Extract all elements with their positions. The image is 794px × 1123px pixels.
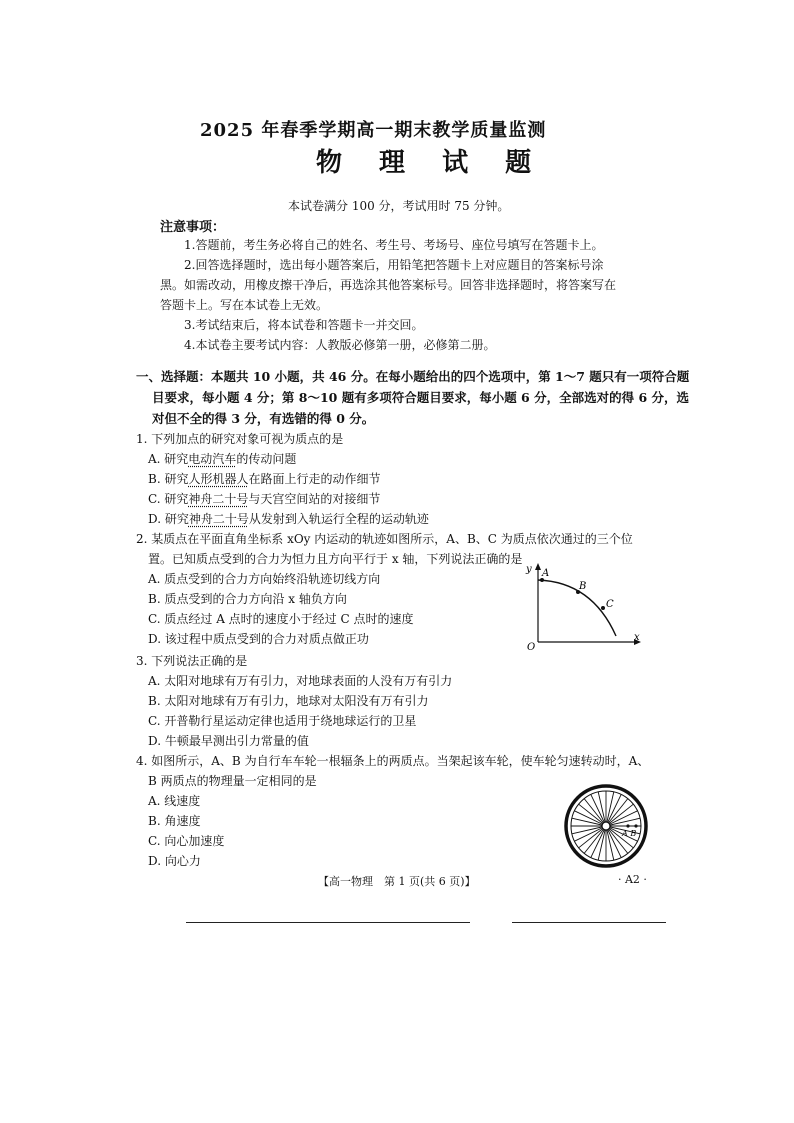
notice-line: 2.回答选择题时，选出每小题答案后，用铅笔把答题卡上对应题目的答案标号涂 [184, 258, 604, 272]
q1-stem: 1. 下列加点的研究对象可视为质点的是 [136, 432, 344, 446]
divider-left [186, 922, 470, 923]
q3-option-c: C. 开普勒行星运动定律也适用于绕地球运行的卫星 [148, 714, 417, 728]
option-text: A. 研究 [148, 452, 189, 466]
y-label: y [526, 564, 532, 575]
notice-heading: 注意事项： [160, 220, 226, 235]
q3-stem: 3. 下列说法正确的是 [136, 654, 248, 668]
point-a [626, 824, 629, 827]
q2-option-d: D. 该过程中质点受到的合力对质点做正功 [148, 632, 369, 646]
dotted-subject: 神舟二十号 [188, 512, 249, 526]
q3-option-b: B. 太阳对地球有万有引力，地球对太阳没有万有引力 [148, 694, 429, 708]
notice-line: 3.考试结束后，将本试卷和答题卡一并交回。 [184, 318, 424, 332]
y-axis-arrow [535, 563, 541, 570]
page-code: · A2 · [618, 873, 647, 886]
notice-line: 1.答题前，考生务必将自己的姓名、考生号、考场号、座位号填写在答题卡上。 [184, 238, 604, 252]
q4-option-a: A. 线速度 [148, 794, 201, 808]
trajectory-figure [522, 560, 646, 652]
dotted-subject: 电动汽车 [188, 452, 237, 466]
point-b-label: B [579, 581, 587, 592]
option-text: B. 研究 [148, 472, 189, 486]
option-text: 在路面上行走的动作细节 [248, 472, 381, 486]
q1-option-d [148, 510, 429, 527]
q1-option-b [148, 470, 380, 487]
q4-option-d: D. 向心力 [148, 854, 201, 868]
dotted-subject: 神舟二十号 [188, 492, 249, 506]
origin-label: O [527, 642, 536, 652]
q2-option-c: C. 质点经过 A 点时的速度小于经过 C 点时的速度 [148, 612, 414, 626]
exam-title: 2025 年春季学期高一期末教学质量监测 [200, 120, 547, 141]
q4-stem-cont: B 两质点的物理量一定相同的是 [148, 774, 317, 788]
q2-option-a: A. 质点受到的合力方向始终沿轨迹切线方向 [148, 572, 381, 586]
q2-stem-cont: 置。已知质点受到的合力为恒力且方向平行于 x 轴，下列说法正确的是 [148, 552, 523, 566]
q3-option-d: D. 牛顿最早测出引力常量的值 [148, 734, 309, 748]
q2-stem: 2. 某质点在平面直角坐标系 xOy 内运动的轨迹如图所示，A、B、C 为质点依次通过的三个位 [136, 532, 633, 546]
notice-line: 黑。如需改动，用橡皮擦干净后，再选涂其他答案标号。回答非选择题时，将答案写在 [160, 278, 617, 292]
notice-line: 4.本试卷主要考试内容：人教版必修第一册，必修第二册。 [184, 338, 496, 352]
q2-option-b: B. 质点受到的合力方向沿 x 轴负方向 [148, 592, 347, 606]
wheel-hub [602, 822, 610, 830]
divider-right [512, 922, 666, 923]
section-heading-line: 对但不全的得 3 分，有选错的得 0 分。 [152, 411, 375, 426]
point-a-label: A [542, 568, 550, 579]
bicycle-wheel-figure [562, 782, 650, 870]
dotted-subject: 人形机器人 [188, 472, 249, 486]
option-text: C. 研究 [148, 492, 189, 506]
point-c-label: C [606, 599, 614, 610]
option-text: 从发射到入轨运行全程的运动轨迹 [248, 512, 429, 526]
q1-option-a [148, 450, 296, 467]
option-text: 与天宫空间站的对接细节 [248, 492, 381, 506]
exam-intro: 本试卷满分 100 分，考试用时 75 分钟。 [288, 199, 510, 213]
subject-title: 物 理 试 题 [316, 148, 546, 178]
option-text: D. 研究 [148, 512, 189, 526]
point-c [601, 606, 605, 610]
q4-stem: 4. 如图所示，A、B 为自行车车轮一根辐条上的两质点。当架起该车轮，使车轮匀速转动时，A、 [136, 754, 650, 768]
section-heading-line: 目要求，每小题 4 分；第 8～10 题有多项符合题目要求，每小题 6 分，全部选对的得 6 分，选 [152, 390, 690, 405]
section-heading: 一、选择题：本题共 10 小题，共 46 分。在每小题给出的四个选项中，第 1～7 题只有一项符合题 [136, 369, 690, 384]
q4-option-b: B. 角速度 [148, 814, 201, 828]
q1-option-c [148, 490, 380, 507]
q4-option-c: C. 向心加速度 [148, 834, 225, 848]
q3-option-a: A. 太阳对地球有万有引力，对地球表面的人没有万有引力 [148, 674, 453, 688]
point-b [634, 824, 637, 827]
page-footer: 【高一物理 第 1 页(共 6 页)】 [318, 875, 476, 888]
x-label: x [634, 632, 640, 643]
option-text: 的传动问题 [236, 452, 297, 466]
notice-line: 答题卡上。写在本试卷上无效。 [160, 298, 329, 312]
points-ab-label: A B [622, 829, 637, 838]
